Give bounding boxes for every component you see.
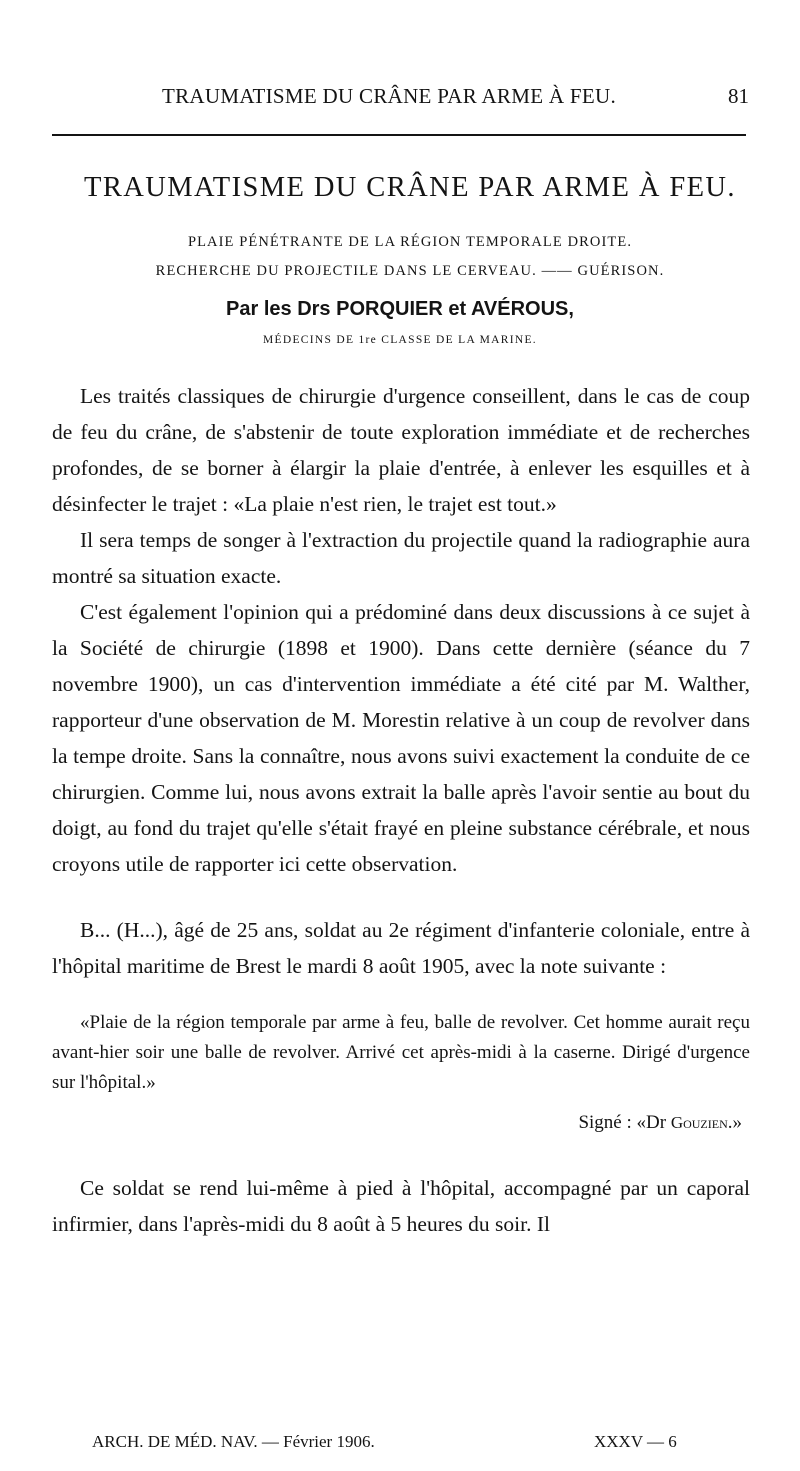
report-signature [52, 1108, 750, 1138]
footer-journal: ARCH. DE MÉD. NAV. — Février 1906. [92, 1432, 375, 1451]
footer-signature-mark: XXXV — 6 [594, 1432, 677, 1451]
signature-name: Gouzien [670, 1113, 728, 1132]
header-rule [52, 134, 746, 136]
signature-suffix: .» [727, 1112, 742, 1133]
author-byline: Par les Drs PORQUIER et AVÉROUS, [226, 298, 574, 320]
article-body [52, 378, 750, 1242]
paragraph-6: Ce soldat se rend lui-même à pied à l'hôpital, accompagné par un caporal infirmier, dans l'après-midi du 8 août à 5 heures du soir. Il [52, 1176, 750, 1236]
paragraph-2: Il sera temps de songer à l'extraction du projectile quand la radiographie aura montré sa situation exacte. [52, 528, 750, 588]
running-header [0, 84, 800, 118]
signature-prefix: Signé : «Dr [578, 1112, 671, 1133]
paragraph-1: Les traités classiques de chirurgie d'urgence conseillent, dans le cas de coup de feu du crâne, de s'abstenir de toute exploration immédiate et de recherches profondes, de se borner à élargir la plaie d'entrée, à enlever les esquilles et à désinfecter le trajet : «La plaie n'est rien, le trajet est tout.» [52, 384, 750, 516]
paragraph-3: C'est également l'opinion qui a prédominé dans deux discussions à ce sujet à la Société de chirurgie (1898 et 1900). Dans cette dernière (séance du 7 novembre 1900), un cas d'intervention immédiate a été cité par M. Walther, rapporteur d'une observation de M. Morestin relative à un coup de revolver dans la tempe droite. Sans la connaître, nous avons suivi exactement la conduite de ce chirurgien. Comme lui, nous avons extrait la balle après l'avoir sentie au bout du doigt, au fond du trajet qu'elle s'était frayé en pleine substance cérébrale, et nous croyons utile de rapporter ici cette observation. [52, 600, 750, 876]
author-affiliation: MÉDECINS DE 1re CLASSE DE LA MARINE. [263, 334, 537, 346]
subtitle-line-2: RECHERCHE DU PROJECTILE DANS LE CERVEAU. —— GUÉRISON. [155, 263, 665, 279]
running-title: TRAUMATISME DU CRÂNE PAR ARME À FEU. [162, 84, 617, 108]
article-title: TRAUMATISME DU CRÂNE PAR ARME À FEU. [84, 172, 736, 203]
page-number: 81 [728, 84, 749, 108]
quoted-report: «Plaie de la région temporale par arme à feu, balle de revolver. Cet homme aurait reçu avant-hier soir une balle de revolver. Arrivé cet après-midi à la caserne. Dirigé d'urgence sur l'hôpital.» [52, 1012, 750, 1093]
subtitle-line-1: PLAIE PÉNÉTRANTE DE LA RÉGION TEMPORALE DROITE. [187, 234, 633, 250]
page-footer [0, 1432, 800, 1462]
paragraph-4: B... (H...), âgé de 25 ans, soldat au 2e régiment d'infanterie coloniale, entre à l'hôpital maritime de Brest le mardi 8 août 1905, avec la note suivante : [52, 918, 750, 978]
